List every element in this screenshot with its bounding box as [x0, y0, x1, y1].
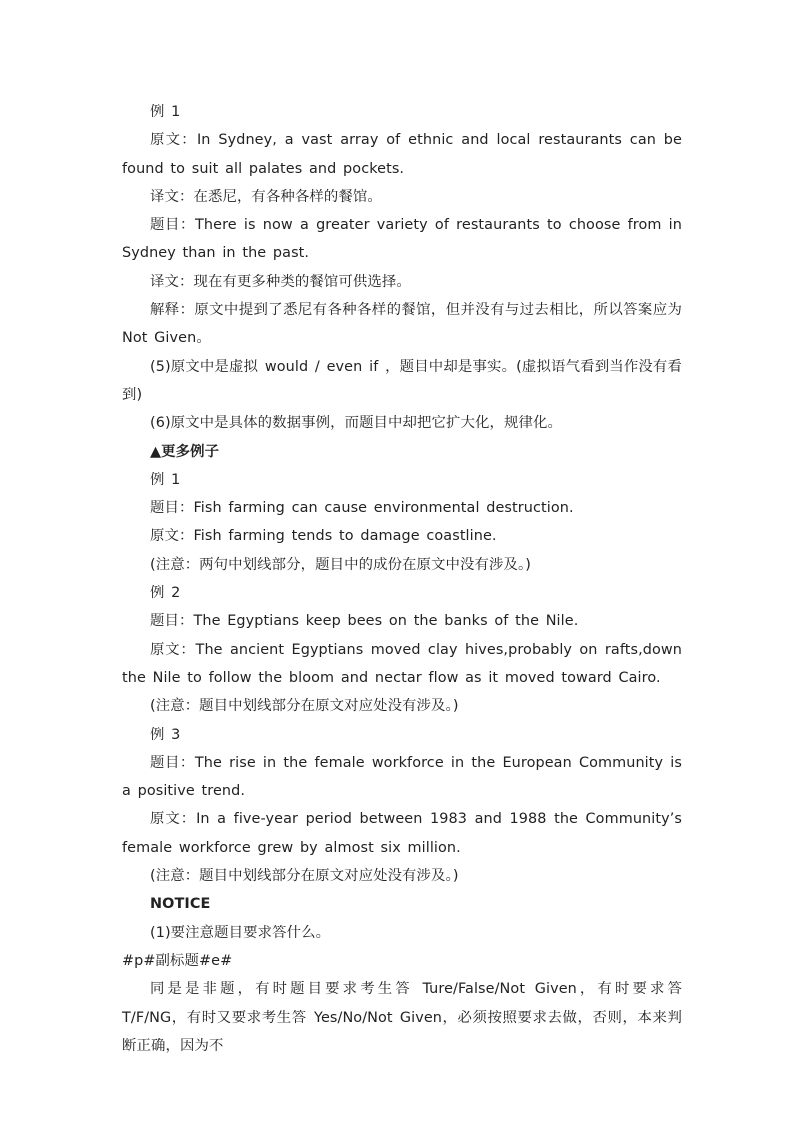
original-text-paragraph: 原文：In a five-year period between 1983 and 1988 the Community’s female workforce grew by almost six million. [122, 811, 682, 856]
translation-paragraph: 译文：现在有更多种类的餐馆可供选择。 [150, 273, 411, 290]
example-heading: 例 1 [150, 471, 181, 488]
section-heading: ▲更多例子 [150, 443, 220, 460]
translation-paragraph: 译文：在悉尼，有各种各样的餐馆。 [150, 188, 382, 205]
rule-paragraph: (6)原文中是具体的数据事例，而题目中却把它扩大化，规律化。 [150, 415, 562, 432]
notice-heading: NOTICE [150, 896, 211, 913]
example-heading: 例 2 [150, 585, 181, 602]
explanation-paragraph: 解释：原文中提到了悉尼有各种各样的餐馆，但并没有与过去相比，所以答案应为 Not Given。 [122, 302, 682, 347]
question-paragraph: 题目：The Egyptians keep bees on the banks of the Nile. [150, 613, 579, 630]
original-text-paragraph: 原文：In Sydney, a vast array of ethnic and local restaurants can be found to suit all palates and pockets. [122, 132, 682, 177]
subtitle-marker: #p#副标题#e# [122, 952, 233, 969]
notice-body-paragraph: 同是是非题，有时题目要求考生答 Ture/False/Not Given，有时要求答 T/F/NG，有时又要求考生答 Yes/No/Not Given，必须按照要求去做，否则，本来判断正确，因为不 [122, 981, 682, 1054]
note-paragraph: (注意：题目中划线部分在原文对应处没有涉及。) [150, 868, 459, 885]
original-text-paragraph: 原文：Fish farming tends to damage coastline. [150, 528, 497, 545]
question-paragraph: 题目：The rise in the female workforce in the European Community is a positive trend. [122, 754, 682, 800]
note-paragraph: (注意：两句中划线部分，题目中的成份在原文中没有涉及。) [150, 556, 531, 573]
notice-item: (1)要注意题目要求答什么。 [150, 924, 331, 941]
example-heading: 例 3 [150, 726, 181, 743]
question-paragraph: 题目：There is now a greater variety of restaurants to choose from in Sydney than in the past. [122, 217, 683, 262]
example-heading: 例 1 [150, 104, 181, 120]
document-page [122, 98, 682, 1060]
original-text-paragraph: 原文：The ancient Egyptians moved clay hives,probably on rafts,down the Nile to follow the bloom and nectar flow as it moved toward Cairo. [122, 641, 682, 686]
note-paragraph: (注意：题目中划线部分在原文对应处没有涉及。) [150, 698, 459, 715]
question-paragraph: 题目：Fish farming can cause environmental destruction. [150, 500, 574, 517]
rule-paragraph: (5)原文中是虚拟 would / even if ，题目中却是事实。(虚拟语气看到当作没有看到) [122, 358, 682, 403]
